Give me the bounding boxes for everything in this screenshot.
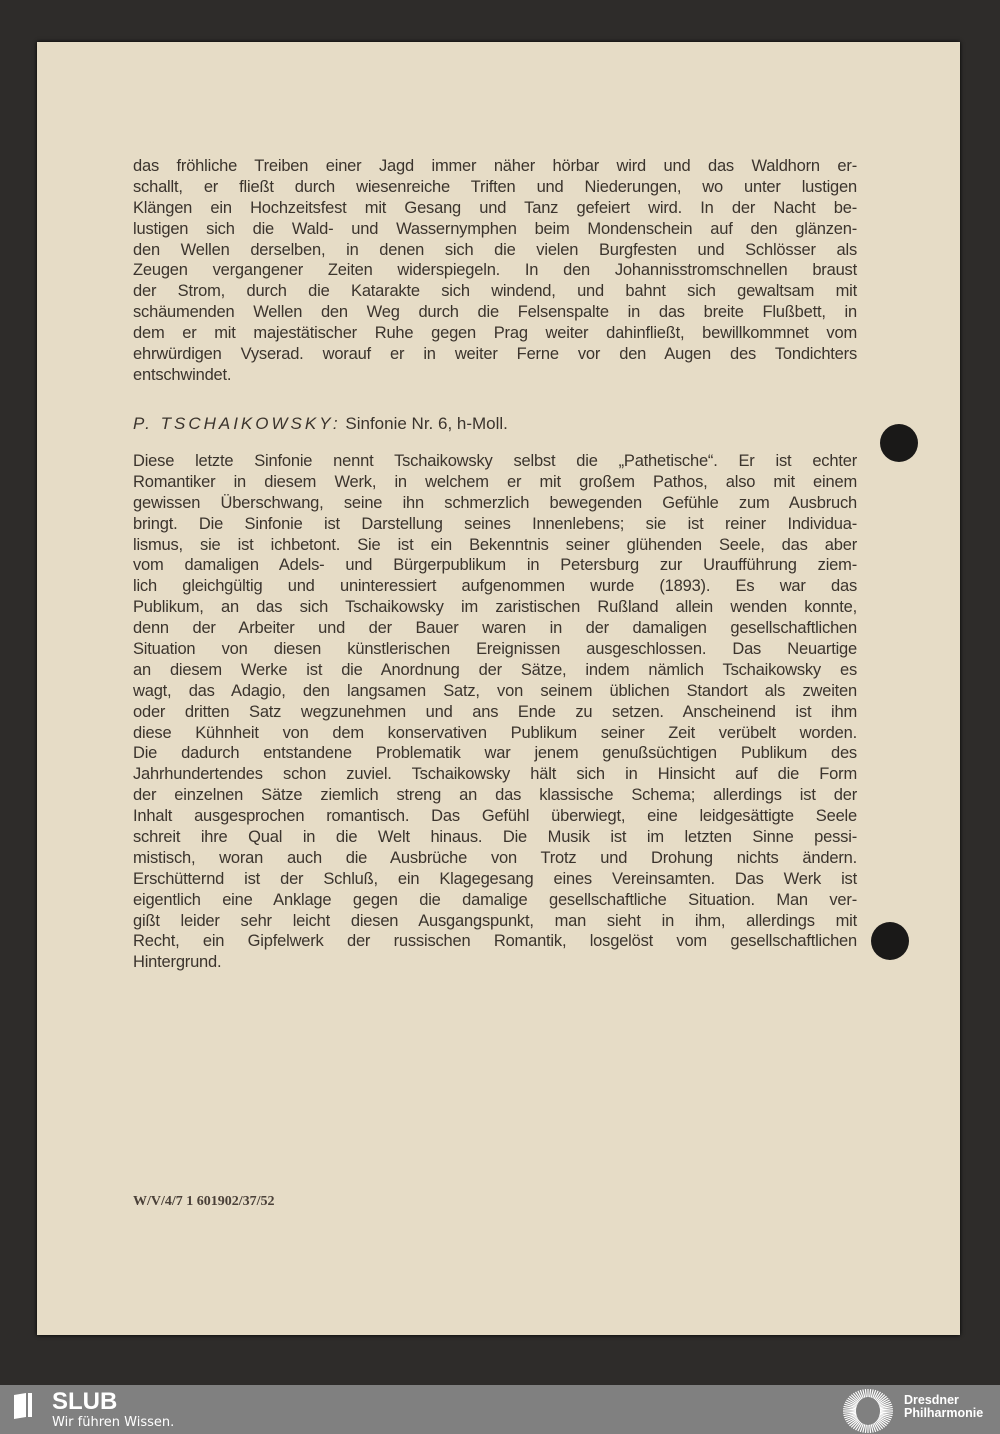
work-title: Sinfonie Nr. 6, h-Moll. [345, 414, 508, 433]
text-line: das fröhliche Treiben einer Jagd immer näher hörbar wird und das Waldhorn er- [133, 157, 857, 175]
text-line: gewissen Überschwang, seine ihn schmerzlich bewegenden Gefühle zum Ausbruch [133, 493, 857, 512]
text-line: mistisch, woran auch die Ausbrüche von Trotz und Drohung nichts ändern. [133, 848, 857, 867]
text-line: der Strom, durch die Katarakte sich windend, und bahnt sich gewaltsam mit [133, 282, 857, 301]
punch-hole [880, 424, 918, 462]
text-line: eigentlich eine Anklage gegen die damalige gesellschaftliche Situation. Man ver- [133, 890, 857, 909]
text-line: Recht, ein Gipfelwerk der russischen Romantik, losgelöst vom gesellschaftlichen [133, 932, 857, 951]
text-line: bringt. Die Sinfonie ist Darstellung seines Innenlebens; sie ist reiner Individua- [133, 514, 857, 533]
text-line: gißt leider sehr leicht diesen Ausgangspunkt, man sieht in ihm, allerdings mit [133, 911, 857, 930]
slub-logo-text: SLUB [52, 1388, 118, 1415]
text-line: dem er mit majestätischer Ruhe gegen Prag weiter dahinfließt, bewillkommnet vom [133, 324, 857, 343]
text-line: lismus, sie ist ichbetont. Sie ist ein Bekenntnis seiner glühenden Seele, das aber [133, 535, 857, 554]
philharmonie-name: Dresdner Philharmonie [904, 1393, 984, 1420]
text-line: schreit ihre Qual in die Welt hinaus. Die Musik ist im letzten Sinne pessi- [133, 828, 857, 847]
punch-hole [871, 922, 909, 960]
text-line: Zeugen vergangener Zeiten widerspiegeln. In den Johannisstromschnellen braust [133, 261, 857, 280]
text-line: entschwindet. [133, 365, 232, 384]
text-line: lustigen sich die Wald- und Wassernymphen beim Mondenschein auf den glänzen- [133, 219, 857, 238]
text-line: an diesem Werke ist die Anordnung der Sätze, indem nämlich Tschaikowsky es [133, 660, 857, 679]
text-line: Publikum, an das sich Tschaikowsky im zaristischen Rußland allein wenden konnte, [133, 598, 857, 617]
text-line: Romantiker in diesem Werk, in welchem er mit großem Pathos, also mit einem [133, 472, 857, 491]
text-line: Erschütternd ist der Schluß, ein Klagegesang eines Vereinsamten. Das Werk ist [133, 869, 857, 888]
text-line: Diese letzte Sinfonie nennt Tschaikowsky selbst die „Pathetische“. Er ist echter [133, 452, 857, 470]
text-line: oder dritten Satz wegzunehmen und ans Ende zu setzen. Anscheinend ist ihm [133, 702, 857, 721]
slub-tagline: Wir führen Wissen. [52, 1415, 175, 1430]
text-line: lich gleichgültig und uninteressiert aufgenommen wurde (1893). Es war das [133, 577, 857, 596]
paragraph-smetana [133, 156, 857, 386]
text-line: schallt, er fließt durch wiesenreiche Triften und Niederungen, wo unter lustigen [133, 177, 857, 196]
book-icon [12, 1391, 34, 1419]
text-line: der einzelnen Sätze ziemlich streng an das klassische Schema; allerdings ist der [133, 786, 857, 805]
section-heading [133, 414, 508, 434]
footer-bar [0, 1385, 1000, 1434]
text-line: diese Kühnheit von dem konservativen Publikum seiner Zeit verübelt worden. [133, 723, 857, 742]
text-line: Inhalt ausgesprochen romantisch. Das Gefühl überwiegt, eine leidgesättigte Seele [133, 807, 857, 826]
print-code: W/V/4/7 1 601902/37/52 [133, 1194, 275, 1209]
text-line: Situation von diesen künstlerischen Ereignissen ausgeschlossen. Das Neuartige [133, 640, 857, 659]
text-line: Hintergrund. [133, 953, 222, 972]
text-line: Jahrhundertendes schon zuviel. Tschaikowsky hält sich in Hinsicht auf die Form [133, 765, 857, 784]
text-line: wagt, das Adagio, den langsamen Satz, von seinem üblichen Standort als zweiten [133, 681, 857, 700]
text-line: schäumenden Wellen den Weg durch die Felsenspalte in das breite Flußbett, in [133, 303, 857, 322]
text-line: Die dadurch entstandene Problematik war jenem genußsüchtigen Publikum des [133, 744, 857, 763]
text-line: denn der Arbeiter und der Bauer waren in der damaligen gesellschaftlichen [133, 619, 857, 638]
text-line: Klängen ein Hochzeitsfest mit Gesang und Tanz gefeiert wird. In der Nacht be- [133, 198, 857, 217]
philharmonie-logo-icon [842, 1388, 894, 1434]
text-line: den Wellen derselben, in denen sich die vielen Burgfesten und Schlösser als [133, 240, 857, 259]
composer-name: P. TSCHAIKOWSKY: [133, 414, 341, 433]
text-line: vom damaligen Adels- und Bürgerpublikum in Petersburg zur Uraufführung ziem- [133, 556, 857, 575]
paragraph-tschaikowsky [133, 451, 857, 973]
text-line: ehrwürdigen Vyserad. worauf er in weiter Ferne vor den Augen des Tondichters [133, 345, 857, 364]
